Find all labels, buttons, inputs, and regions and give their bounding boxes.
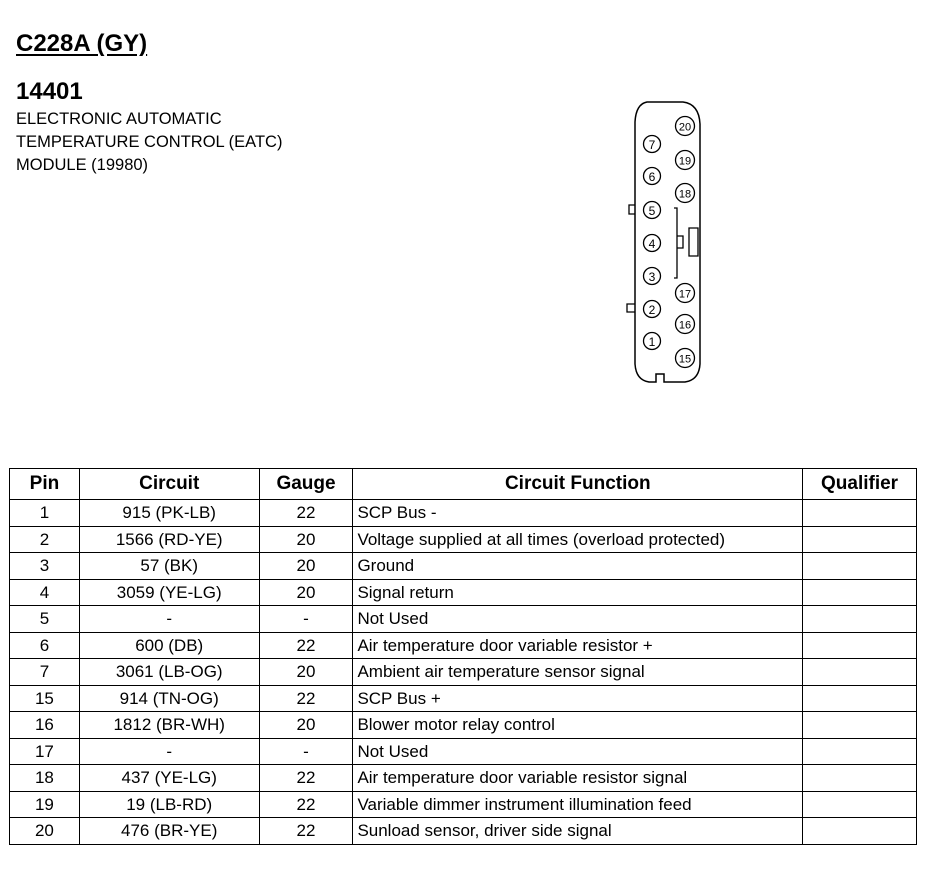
part-number: 14401 [16,78,83,105]
circuit-cell: 437 (YE-LG) [79,765,259,792]
latch-tab-upper [629,205,635,214]
component-description [16,108,282,177]
gauge-cell: 20 [259,526,353,553]
pin-17 [676,284,695,303]
qualifier-cell [803,632,917,659]
table-row [10,685,917,712]
qualifier-cell [803,553,917,580]
pin-20 [676,117,695,136]
circuit-function-cell: Variable dimmer instrument illumination feed [353,791,803,818]
qualifier-cell [803,765,917,792]
circuit-function-cell: Signal return [353,579,803,606]
pin-15 [676,349,695,368]
circuit-cell: 57 (BK) [79,553,259,580]
gauge-cell: 22 [259,500,353,527]
qualifier-cell [803,526,917,553]
table-row [10,738,917,765]
gauge-cell: 20 [259,659,353,686]
lock-bracket [674,208,677,278]
description-line: TEMPERATURE CONTROL (EATC) [16,133,283,151]
lock-key-outer [689,228,698,256]
circuit-cell: 1812 (BR-WH) [79,712,259,739]
pinout-table [9,468,917,845]
table-row [10,659,917,686]
table-row [10,606,917,633]
pin-label: 17 [678,288,692,301]
pin-label: 16 [678,319,692,332]
header-circuit: Circuit [79,469,259,500]
table-row [10,526,917,553]
gauge-cell: - [259,606,353,633]
gauge-cell: 22 [259,632,353,659]
circuit-cell: 915 (PK-LB) [79,500,259,527]
circuit-function-cell: Not Used [353,606,803,633]
gauge-cell: 20 [259,553,353,580]
gauge-cell: 22 [259,818,353,845]
gauge-cell: - [259,738,353,765]
header-qualifier: Qualifier [803,469,917,500]
table-row [10,765,917,792]
gauge-cell: 22 [259,765,353,792]
pin-6 [644,168,661,185]
circuit-cell: 476 (BR-YE) [79,818,259,845]
qualifier-cell [803,659,917,686]
pin-cell: 19 [10,791,80,818]
connector-id: C228A (GY) [16,30,148,57]
circuit-cell: 3061 (LB-OG) [79,659,259,686]
pin-7 [644,136,661,153]
gauge-cell: 20 [259,579,353,606]
circuit-cell: 600 (DB) [79,632,259,659]
circuit-function-cell: Voltage supplied at all times (overload protected) [353,526,803,553]
pin-label: 20 [678,121,692,134]
qualifier-cell [803,712,917,739]
circuit-function-cell: Ambient air temperature sensor signal [353,659,803,686]
lock-key [677,236,683,248]
gauge-cell: 22 [259,685,353,712]
pin-cell: 2 [10,526,80,553]
pin-cell: 15 [10,685,80,712]
pin-cell: 17 [10,738,80,765]
pin-cell: 6 [10,632,80,659]
table-row [10,791,917,818]
circuit-cell: - [79,738,259,765]
pin-label: 7 [648,138,656,152]
latch-tab-lower [627,304,635,312]
table-row [10,553,917,580]
pin-label: 15 [678,353,692,366]
circuit-function-cell: Blower motor relay control [353,712,803,739]
description-line: ELECTRONIC AUTOMATIC [16,110,222,128]
table-row [10,500,917,527]
pin-cell: 18 [10,765,80,792]
header-gauge: Gauge [259,469,353,500]
pin-label: 5 [648,204,656,218]
qualifier-cell [803,685,917,712]
pinout-table-body [10,500,917,845]
qualifier-cell [803,791,917,818]
pin-4 [644,235,661,252]
circuit-function-cell: SCP Bus - [353,500,803,527]
circuit-function-cell: Sunload sensor, driver side signal [353,818,803,845]
pin-label: 2 [648,303,656,317]
pin-cell: 5 [10,606,80,633]
pin-19 [676,151,695,170]
circuit-function-cell: Air temperature door variable resistor + [353,632,803,659]
pin-5 [644,202,661,219]
circuit-cell: - [79,606,259,633]
table-row [10,818,917,845]
pin-label: 4 [648,237,656,251]
header-pin: Pin [10,469,80,500]
table-row [10,632,917,659]
qualifier-cell [803,500,917,527]
pin-cell: 20 [10,818,80,845]
circuit-cell: 914 (TN-OG) [79,685,259,712]
pin-1 [644,333,661,350]
circuit-function-cell: SCP Bus + [353,685,803,712]
pin-cell: 1 [10,500,80,527]
connector-face-diagram [615,98,715,388]
qualifier-cell [803,579,917,606]
circuit-cell: 1566 (RD-YE) [79,526,259,553]
pin-cell: 16 [10,712,80,739]
table-row [10,712,917,739]
pin-18 [676,184,695,203]
qualifier-cell [803,738,917,765]
qualifier-cell [803,606,917,633]
table-row [10,579,917,606]
pin-2 [644,301,661,318]
gauge-cell: 22 [259,791,353,818]
pin-label: 19 [678,155,692,168]
pin-label: 18 [678,188,692,201]
header-circuit-function: Circuit Function [353,469,803,500]
gauge-cell: 20 [259,712,353,739]
pin-label: 6 [648,170,656,184]
circuit-function-cell: Air temperature door variable resistor signal [353,765,803,792]
pin-16 [676,315,695,334]
pin-label: 1 [648,335,656,349]
pin-3 [644,268,661,285]
pin-cell: 3 [10,553,80,580]
description-line: MODULE (19980) [16,156,149,174]
pin-cell: 7 [10,659,80,686]
pin-cell: 4 [10,579,80,606]
circuit-cell: 19 (LB-RD) [79,791,259,818]
qualifier-cell [803,818,917,845]
circuit-cell: 3059 (YE-LG) [79,579,259,606]
table-header-row [10,469,917,500]
circuit-function-cell: Not Used [353,738,803,765]
pin-label: 3 [648,270,656,284]
circuit-function-cell: Ground [353,553,803,580]
